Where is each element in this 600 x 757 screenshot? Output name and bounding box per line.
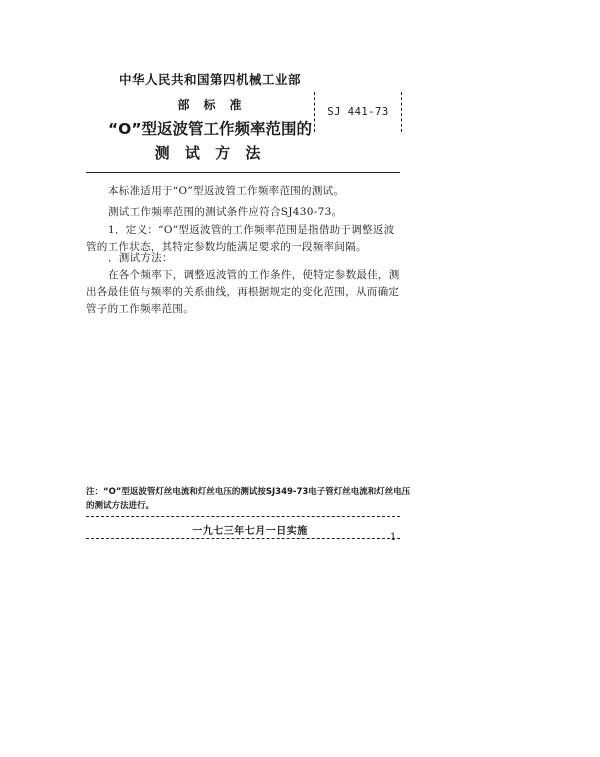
ministry-name: 中华人民共和国第四机械工业部 — [118, 72, 301, 87]
paragraph-scope: 本标准适用于“O”型返波管工作频率范围的测试。 — [108, 185, 345, 197]
document-subtitle: 测 试 方 法 — [154, 144, 266, 162]
page-number: 1 — [390, 532, 397, 543]
footer-divider-top — [86, 516, 400, 517]
paragraph-method: 在各个频率下，调整返波管的工作条件，使特定参数最佳，测出各最佳值与频率的关系曲线，再根据规定的变化范围，从而确定管子的工作频率范围。 — [86, 269, 400, 315]
header-divider — [86, 172, 400, 173]
effective-date: 一九七三年七月一日实施 — [192, 526, 308, 537]
paragraph-definition: 1．定义：“O”型返波管的工作频率范围是指借助于调整返波管的工作状态，其特定参数均能满足要求的一段频率间隔。 — [86, 224, 395, 253]
standard-type: 部 标 准 — [177, 98, 243, 112]
footer-divider-bottom — [86, 538, 400, 539]
standard-code-box — [314, 92, 402, 132]
paragraph-conditions: 测试工作频率范围的测试条件应符合SJ430-73。 — [108, 206, 343, 218]
standard-code: SJ 441-73 — [327, 106, 389, 118]
paragraph-method-heading: ．测试方法： — [108, 252, 173, 264]
footnote: 注：“O”型返波管灯丝电流和灯丝电压的测试按SJ349-73电子管灯丝电流和灯丝电压的测试方法进行。 — [86, 487, 411, 511]
document-title: “O”型返波管工作频率范围的 — [107, 120, 313, 138]
